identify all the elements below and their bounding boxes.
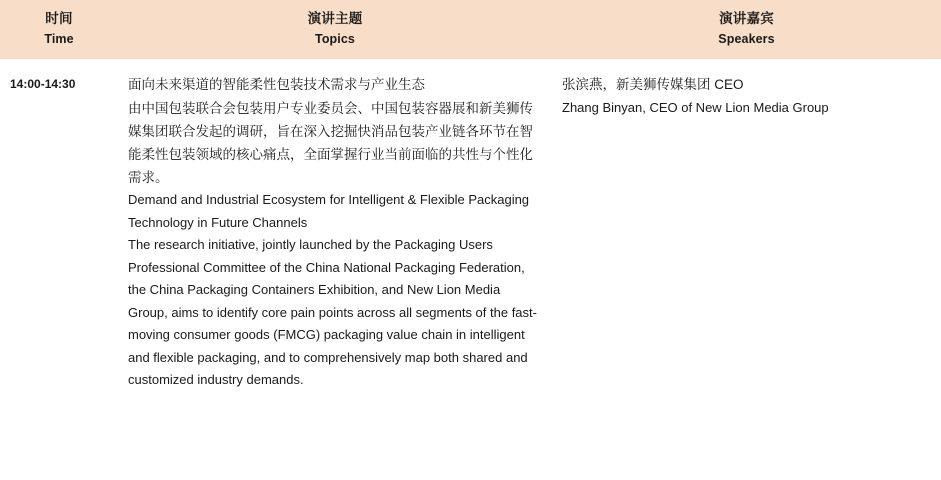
column-header-topics xyxy=(118,0,552,59)
topic-body-zh: 由中国包装联合会包装用户专业委员会、中国包装容器展和新美狮传媒集团联合发起的调研，旨在深入挖掘快消品包装产业链各环节在智能柔性包装领域的核心痛点，全面掌握行业当前面临的共性与个性化需求。 xyxy=(128,100,533,186)
column-header-speakers-en: Speakers xyxy=(718,31,775,46)
table-body xyxy=(0,59,941,401)
column-header-topics-en: Topics xyxy=(315,31,355,46)
column-header-time xyxy=(0,0,118,59)
speaker-name-en: Zhang Binyan, CEO of New Lion Media Group xyxy=(562,99,829,115)
table-header-row xyxy=(0,0,941,59)
column-header-speakers-zh: 演讲嘉宾 xyxy=(719,11,774,26)
column-header-speakers xyxy=(552,0,941,59)
table-header xyxy=(0,0,941,59)
topic-title-en: Demand and Industrial Ecosystem for Intelligent & Flexible Packaging Technology in Future Channels xyxy=(128,192,530,230)
column-header-time-zh: 时间 xyxy=(45,11,73,26)
column-header-topics-zh: 演讲主题 xyxy=(307,11,363,26)
table-row xyxy=(0,59,941,401)
topic-title-zh: 面向未来渠道的智能柔性包装技术需求与产业生态 xyxy=(128,77,425,93)
session-speaker xyxy=(552,59,941,401)
session-topic xyxy=(118,59,552,401)
speaker-name-zh: 张滨燕，新美狮传媒集团 CEO xyxy=(562,77,744,93)
topic-body-en: The research initiative, jointly launched by the Packaging Users Professional Committee of the China National Packaging Federation, the China Packaging Containers Exhibition, and New Lion Media Group, aims to identify core pain points across all segments of the fast-moving consumer goods (FMCG) packaging value chain in intelligent and flexible packaging, and to comprehensively map both shared and customized industry demands. xyxy=(128,237,537,388)
column-header-time-en: Time xyxy=(44,31,74,46)
session-time: 14:00-14:30 xyxy=(10,77,76,92)
